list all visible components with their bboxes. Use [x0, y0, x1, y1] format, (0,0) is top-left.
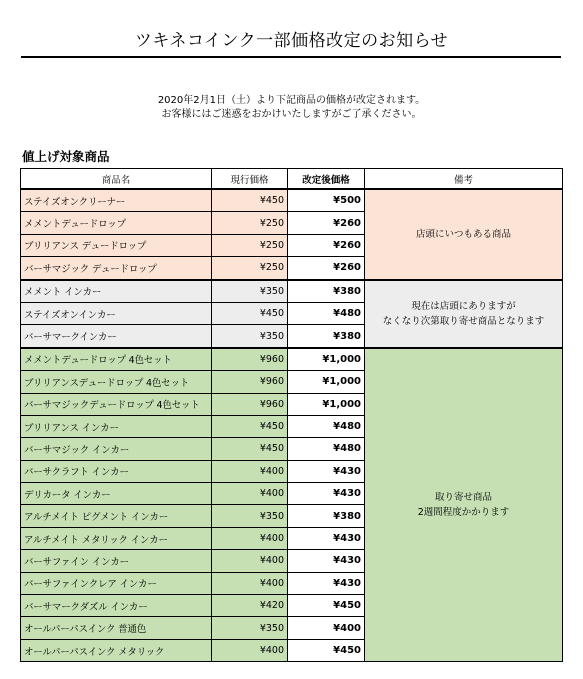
- price-table: [20, 168, 563, 662]
- new-price-cell: ¥260: [288, 234, 365, 256]
- notice-text: [0, 94, 583, 122]
- group-note-line: 現在は店頭にありますが: [411, 300, 516, 312]
- page-title: ツキネコインク一部価格改定のお知らせ: [134, 31, 449, 51]
- group-note-cell: [365, 348, 563, 662]
- title-underline: [21, 56, 561, 58]
- notice-line-2: お客様にはご迷惑をおかけいたしますがご了承ください。: [161, 109, 422, 120]
- product-name-cell: バーサクラフト インカー: [21, 460, 212, 482]
- product-name-cell: ブリリアンス デュードロップ: [21, 234, 212, 256]
- product-name-cell: ステイズオンクリーナー: [21, 189, 212, 212]
- new-price-cell: ¥430: [288, 483, 365, 505]
- product-name-cell: ブリリアンス インカー: [21, 415, 212, 437]
- product-name-cell: メメントデュードロップ: [21, 212, 212, 234]
- new-price-cell: ¥1,000: [288, 348, 365, 371]
- product-name-cell: アルチメイト ピグメント インカー: [21, 505, 212, 527]
- new-price-cell: ¥500: [288, 189, 365, 212]
- new-price-cell: ¥450: [288, 595, 365, 617]
- product-name-cell: ブリリアンスデュードロップ 4色セット: [21, 371, 212, 393]
- product-name-cell: バーサファイン インカー: [21, 550, 212, 572]
- current-price-cell: ¥450: [212, 189, 288, 212]
- header-note: 備考: [365, 169, 563, 190]
- price-table-body: [21, 189, 563, 662]
- new-price-cell: ¥480: [288, 438, 365, 460]
- current-price-cell: ¥960: [212, 393, 288, 415]
- group-note-cell: [365, 189, 563, 280]
- product-name-cell: メメント インカー: [21, 280, 212, 303]
- current-price-cell: ¥450: [212, 302, 288, 324]
- current-price-cell: ¥350: [212, 280, 288, 303]
- new-price-cell: ¥480: [288, 302, 365, 324]
- product-name-cell: アルチメイト メタリック インカー: [21, 527, 212, 549]
- new-price-cell: ¥430: [288, 550, 365, 572]
- current-price-cell: ¥350: [212, 325, 288, 348]
- new-price-cell: ¥430: [288, 572, 365, 594]
- current-price-cell: ¥960: [212, 348, 288, 371]
- new-price-cell: ¥380: [288, 505, 365, 527]
- product-name-cell: バーサマークインカー: [21, 325, 212, 348]
- group-note-line: 取り寄せ商品: [434, 491, 492, 503]
- current-price-cell: ¥350: [212, 505, 288, 527]
- group-note-cell: [365, 280, 563, 348]
- table-row: [21, 189, 563, 212]
- new-price-cell: ¥430: [288, 527, 365, 549]
- new-price-cell: ¥260: [288, 257, 365, 280]
- current-price-cell: ¥250: [212, 212, 288, 234]
- notice-line-1: 2020年2月1日（土）より下記商品の価格が改定されます。: [157, 95, 426, 106]
- current-price-cell: ¥400: [212, 527, 288, 549]
- product-name-cell: メメントデュードロップ 4色セット: [21, 348, 212, 371]
- product-name-cell: バーサマジック インカー: [21, 438, 212, 460]
- product-name-cell: オールパーパスインク メタリック: [21, 639, 212, 661]
- current-price-cell: ¥450: [212, 438, 288, 460]
- product-name-cell: ステイズオンインカー: [21, 302, 212, 324]
- current-price-cell: ¥420: [212, 595, 288, 617]
- current-price-cell: ¥450: [212, 415, 288, 437]
- new-price-cell: ¥450: [288, 639, 365, 661]
- new-price-cell: ¥380: [288, 325, 365, 348]
- current-price-cell: ¥350: [212, 617, 288, 639]
- new-price-cell: ¥380: [288, 280, 365, 303]
- current-price-cell: ¥400: [212, 572, 288, 594]
- group-note-line: 店頭にいつもある商品: [415, 228, 511, 240]
- header-new-price: 改定後価格: [288, 169, 365, 190]
- header-product-name: 商品名: [21, 169, 212, 190]
- header-current-price: 現行価格: [212, 169, 288, 190]
- product-name-cell: バーサマークダズル インカー: [21, 595, 212, 617]
- new-price-cell: ¥430: [288, 460, 365, 482]
- section-title: 値上げ対象商品: [22, 149, 110, 164]
- product-name-cell: オールパーパスインク 普通色: [21, 617, 212, 639]
- current-price-cell: ¥400: [212, 460, 288, 482]
- current-price-cell: ¥960: [212, 371, 288, 393]
- product-name-cell: バーサファインクレア インカー: [21, 572, 212, 594]
- table-header-row: [21, 169, 563, 190]
- current-price-cell: ¥400: [212, 483, 288, 505]
- new-price-cell: ¥400: [288, 617, 365, 639]
- new-price-cell: ¥260: [288, 212, 365, 234]
- current-price-cell: ¥400: [212, 639, 288, 661]
- product-name-cell: バーサマジックデュードロップ 4色セット: [21, 393, 212, 415]
- product-name-cell: デリカータ インカー: [21, 483, 212, 505]
- table-row: [21, 280, 563, 303]
- new-price-cell: ¥1,000: [288, 393, 365, 415]
- current-price-cell: ¥250: [212, 234, 288, 256]
- current-price-cell: ¥400: [212, 550, 288, 572]
- group-note-line: なくなり次第取り寄せ商品となります: [382, 315, 545, 327]
- group-note-line: 2週間程度かかります: [417, 506, 510, 518]
- current-price-cell: ¥250: [212, 257, 288, 280]
- table-row: [21, 348, 563, 371]
- product-name-cell: バーサマジック デュードロップ: [21, 257, 212, 280]
- new-price-cell: ¥1,000: [288, 371, 365, 393]
- new-price-cell: ¥480: [288, 415, 365, 437]
